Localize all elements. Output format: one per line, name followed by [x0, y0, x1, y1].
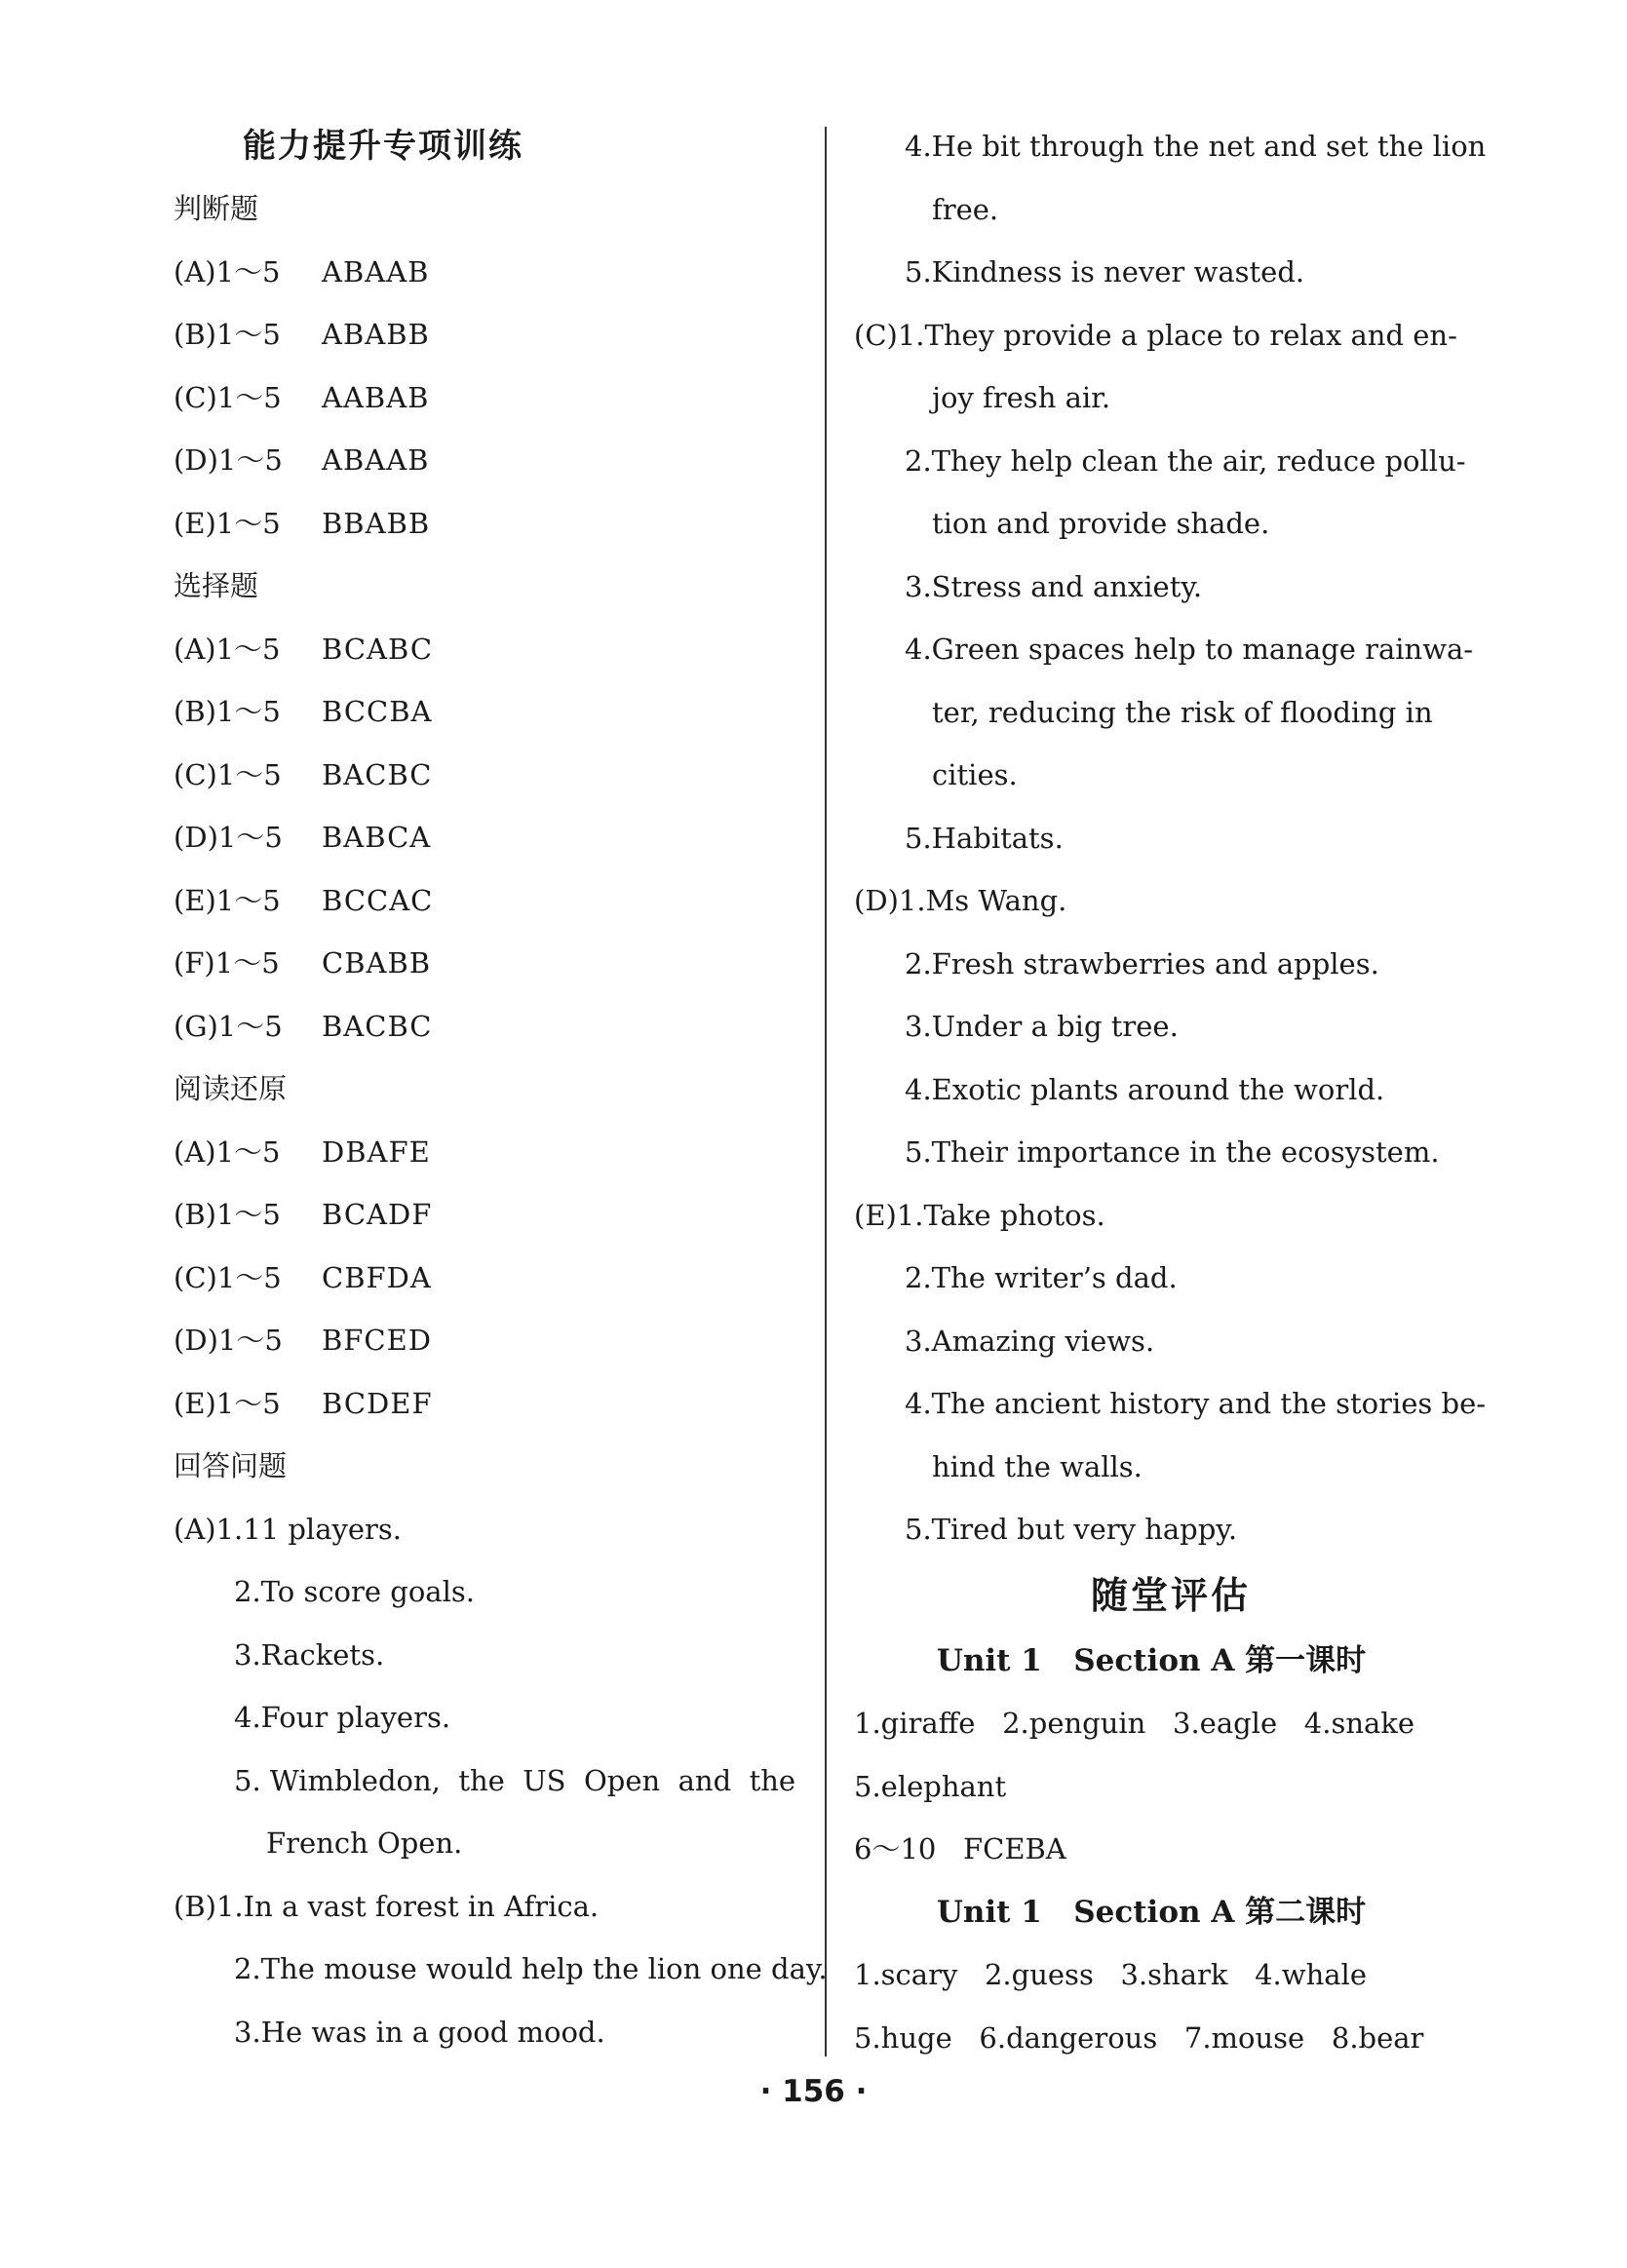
answer-row	[174, 1372, 797, 1436]
row-answer: BBABB	[322, 506, 431, 540]
answer-line: (A)1.11 players.	[174, 1512, 402, 1546]
row-tag: (F)1～5	[174, 946, 280, 980]
answer-row	[174, 303, 797, 366]
section-title-classroom-assessment: 随堂评估	[1090, 1573, 1251, 1617]
answer-line: 2.Fresh strawberries and apples.	[905, 946, 1379, 980]
answer-row	[174, 241, 797, 304]
row-tag: (B)1～5	[174, 1198, 281, 1231]
answer-line: 2.They help clean the air, reduce pollu-	[905, 443, 1466, 478]
row-tag: (B)1～5	[174, 318, 281, 351]
answer-line: cities.	[932, 758, 1018, 791]
answer-line: (B)1.In a vast forest in Africa.	[174, 1889, 600, 1923]
unit-heading-lesson-1: Unit 1 Section A 第一课时	[936, 1642, 1367, 1678]
row-tag: (D)1～5	[174, 443, 283, 477]
answer-line: 4.The ancient history and the stories be-	[905, 1387, 1487, 1420]
answer-line: 4.Green spaces help to manage rainwa-	[905, 633, 1474, 666]
answer-line: 6～10 FCEBA	[854, 1832, 1066, 1865]
row-tag: (C)1～5	[174, 380, 282, 414]
heading-true-false: 判断题	[174, 192, 259, 225]
answer-row	[174, 744, 797, 807]
left-column	[174, 115, 828, 2063]
answer-line: 4.Four players.	[234, 1701, 451, 1734]
answer-line: 5.elephant	[854, 1769, 1007, 1803]
row-answer: BCCAC	[322, 883, 434, 917]
unit-heading-lesson-2: Unit 1 Section A 第二课时	[936, 1894, 1367, 1930]
row-answer: BCADF	[322, 1198, 433, 1231]
row-tag: (A)1～5	[174, 254, 281, 288]
row-answer: BCDEF	[322, 1386, 433, 1420]
answer-line: 1.giraffe 2.penguin 3.eagle 4.snake	[854, 1707, 1415, 1740]
row-tag: (E)1～5	[174, 506, 281, 540]
row-tag: (A)1～5	[174, 632, 281, 666]
page-number: · 156 ·	[759, 2074, 868, 2109]
heading-answer-questions: 回答问题	[174, 1449, 288, 1482]
heading-multiple-choice: 选择题	[174, 569, 259, 602]
row-tag: (C)1～5	[174, 1260, 282, 1294]
column-divider	[825, 127, 827, 2057]
answer-line: 4.He bit through the net and set the lion	[905, 130, 1487, 163]
answer-row	[174, 1183, 797, 1247]
answer-line: 5.Habitats.	[905, 821, 1064, 855]
answer-line: hind the walls.	[932, 1449, 1143, 1483]
answer-line: 3.He was in a good mood.	[234, 2015, 605, 2049]
heading-reading-restore: 阅读还原	[174, 1072, 288, 1105]
answer-row	[174, 806, 797, 869]
answer-row	[174, 492, 797, 556]
row-answer: BACBC	[322, 1009, 433, 1043]
answer-line: 2.The mouse would help the lion one day.	[234, 1952, 828, 1985]
row-tag: (A)1～5	[174, 1134, 281, 1169]
row-answer: BACBC	[322, 757, 433, 791]
answer-line: (C)1.They provide a place to relax and en-	[854, 318, 1457, 352]
answer-row	[174, 1247, 797, 1310]
answer-line: 5.Tired but very happy.	[905, 1513, 1238, 1546]
answer-row	[174, 1121, 797, 1184]
answer-row	[174, 366, 797, 430]
row-answer: ABAAB	[322, 254, 430, 288]
row-answer: BCCBA	[322, 695, 433, 728]
answer-line: 2.The writer’s dad.	[905, 1261, 1178, 1294]
answer-row	[174, 1309, 797, 1372]
row-tag: (C)1～5	[174, 757, 282, 791]
row-tag: (E)1～5	[174, 1386, 281, 1420]
answer-line: 1.scary 2.guess 3.shark 4.whale	[854, 1958, 1367, 1991]
answer-line: free.	[932, 192, 999, 226]
row-answer: ABABB	[322, 318, 430, 351]
answer-line: 5.huge 6.dangerous 7.mouse 8.bear	[854, 2020, 1424, 2055]
answer-row	[174, 932, 797, 995]
row-answer: ABAAB	[322, 443, 430, 477]
answer-line: joy fresh air.	[932, 381, 1111, 414]
answer-line: 5.Kindness is never wasted.	[905, 255, 1305, 288]
answer-row	[174, 869, 797, 933]
row-answer: BFCED	[322, 1324, 433, 1357]
answer-row	[174, 618, 797, 681]
answer-row	[174, 995, 797, 1058]
section-title-skill-training: 能力提升专项训练	[243, 127, 523, 166]
row-answer: CBFDA	[322, 1260, 432, 1294]
row-tag: (B)1～5	[174, 695, 281, 728]
answer-line: (E)1.Take photos.	[854, 1198, 1105, 1232]
answer-line: (D)1.Ms Wang.	[854, 884, 1067, 917]
row-tag: (G)1～5	[174, 1009, 283, 1043]
answer-line: 3.Under a big tree.	[905, 1010, 1179, 1043]
row-answer: CBABB	[322, 946, 432, 980]
row-answer: BABCA	[322, 821, 432, 854]
answer-line: ter, reducing the risk of flooding in	[932, 695, 1433, 729]
row-tag: (D)1～5	[174, 821, 283, 854]
answer-row	[174, 429, 797, 492]
row-tag: (E)1～5	[174, 883, 281, 917]
answer-line: 5. Wimbledon, the US Open and the	[234, 1763, 796, 1797]
row-tag: (D)1～5	[174, 1324, 283, 1357]
answer-line: 5.Their importance in the ecosystem.	[905, 1135, 1440, 1169]
row-answer: DBAFE	[322, 1134, 431, 1169]
answer-line: tion and provide shade.	[932, 507, 1270, 540]
row-answer: BCABC	[322, 632, 434, 666]
right-column	[854, 115, 1488, 2069]
answer-line: 4.Exotic plants around the world.	[905, 1072, 1385, 1106]
answer-line: 3.Stress and anxiety.	[905, 569, 1203, 603]
answer-line: 3.Rackets.	[234, 1637, 385, 1672]
row-answer: AABAB	[322, 380, 430, 414]
answer-row	[174, 680, 797, 744]
answer-line: 3.Amazing views.	[905, 1324, 1155, 1358]
answer-line: French Open.	[266, 1826, 463, 1860]
answer-line: 2.To score goals.	[234, 1575, 475, 1608]
